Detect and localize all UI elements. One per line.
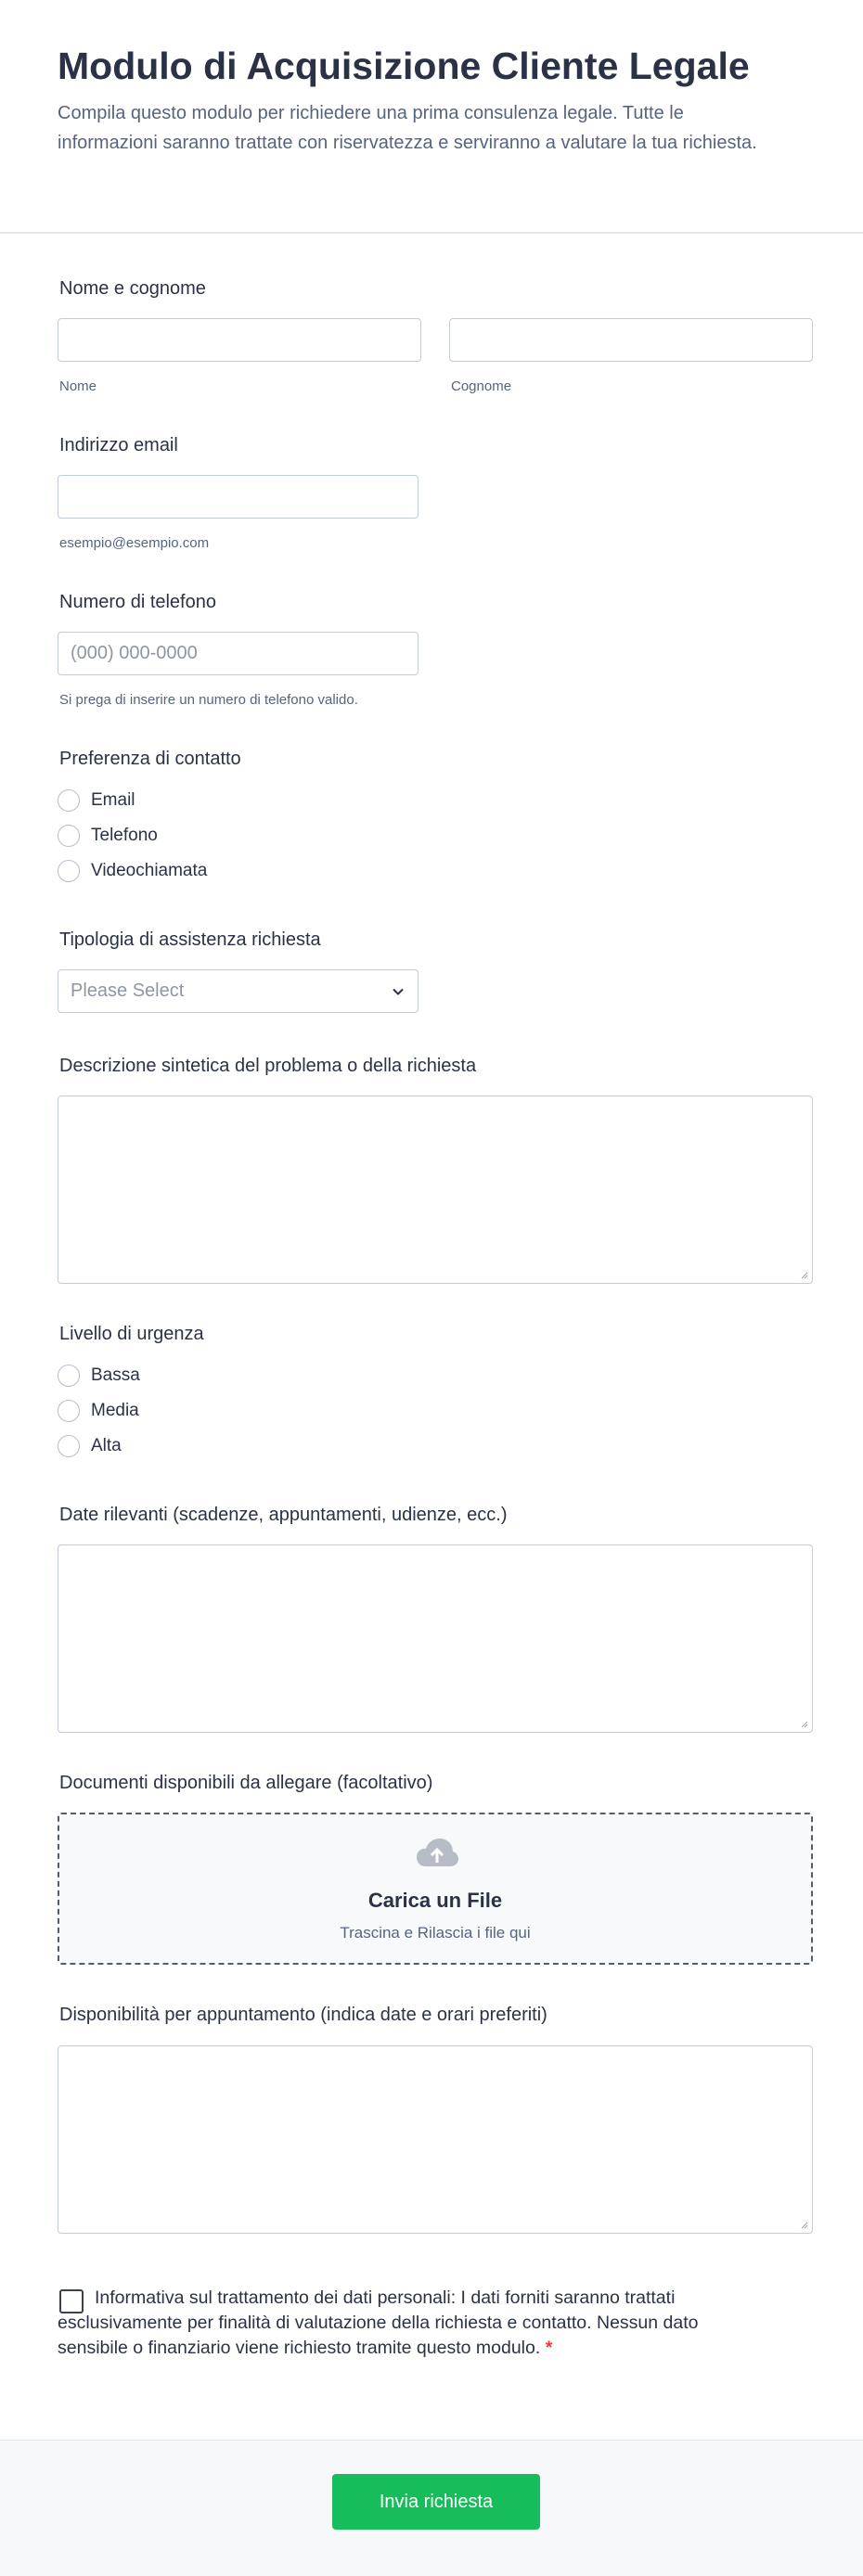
upload-title: Carica un File (367, 1889, 503, 1912)
radio-label: Telefono (91, 826, 158, 845)
resize-handle-icon[interactable] (801, 1272, 808, 1279)
radio-label: Media (91, 1401, 139, 1420)
file-upload-dropzone[interactable] (58, 1813, 813, 1965)
consent-label: Informativa sul trattamento dei dati personali: I dati forniti saranno trattati esclusivamente per finalità di valutazione della richiesta e contatto. Nessun dato sensibile o finanziario viene richiesto tramite questo modulo. (58, 2288, 699, 2358)
phone-sublabel: Si prega di inserire un numero di telefono valido. (59, 692, 358, 708)
email-sublabel: esempio@esempio.com (59, 535, 210, 551)
radio-label: Bassa (91, 1365, 140, 1385)
last-name-input[interactable] (449, 318, 813, 362)
contact-option-video[interactable] (58, 857, 207, 885)
assistance-select[interactable] (58, 969, 419, 1013)
radio-button[interactable] (58, 1435, 80, 1457)
cloud-upload-icon (415, 1837, 459, 1870)
availability-label: Disponibilità per appuntamento (indica date e orari preferiti) (59, 2005, 547, 2025)
radio-label: Alta (91, 1436, 122, 1455)
radio-button[interactable] (58, 1365, 80, 1387)
radio-button[interactable] (58, 789, 80, 812)
page-subtitle: Compila questo modulo per richiedere una prima consulenza legale. Tutte le informazioni saranno trattate con riservatezza e serviranno a valutare la tua richiesta. (58, 103, 757, 153)
resize-handle-icon[interactable] (801, 2222, 808, 2229)
description-textarea[interactable] (58, 1096, 813, 1284)
radio-button[interactable] (58, 1400, 80, 1422)
required-marker: * (545, 2338, 553, 2358)
phone-input[interactable]: (000) 000-0000 (58, 632, 419, 675)
dates-label: Date rilevanti (scadenze, appuntamenti, udienze, ecc.) (59, 1505, 508, 1525)
last-name-sublabel: Cognome (451, 378, 512, 394)
radio-label: Email (91, 790, 135, 810)
first-name-input[interactable] (58, 318, 421, 362)
submit-button[interactable]: Invia richiesta (332, 2474, 540, 2530)
form-header (0, 0, 863, 234)
contact-pref-label: Preferenza di contatto (59, 749, 241, 769)
urgency-option-low[interactable] (58, 1362, 140, 1390)
contact-option-phone[interactable] (58, 822, 158, 850)
radio-button[interactable] (58, 860, 80, 882)
page-title: Modulo di Acquisizione Cliente Legale (58, 45, 750, 87)
email-label: Indirizzo email (59, 435, 178, 455)
urgency-label: Livello di urgenza (59, 1324, 204, 1344)
contact-option-email[interactable] (58, 787, 135, 814)
radio-button[interactable] (58, 825, 80, 847)
availability-textarea[interactable] (58, 2045, 813, 2234)
first-name-sublabel: Nome (59, 378, 97, 394)
email-input[interactable] (58, 475, 419, 519)
resize-handle-icon[interactable] (801, 1721, 808, 1728)
name-label: Nome e cognome (59, 278, 206, 299)
urgency-option-high[interactable] (58, 1432, 122, 1460)
radio-label: Videochiamata (91, 861, 208, 880)
urgency-option-medium[interactable] (58, 1397, 139, 1425)
assistance-label: Tipologia di assistenza richiesta (59, 929, 321, 950)
documents-label: Documenti disponibili da allegare (facoltativo) (59, 1773, 433, 1793)
chevron-down-icon (392, 985, 405, 998)
phone-label: Numero di telefono (59, 592, 216, 612)
consent-text (58, 2286, 735, 2361)
upload-subtitle: Trascina e Rilascia i file qui (340, 1924, 531, 1942)
select-placeholder: Please Select (71, 980, 185, 1001)
description-label: Descrizione sintetica del problema o della richiesta (59, 1056, 477, 1076)
dates-textarea[interactable] (58, 1544, 813, 1733)
